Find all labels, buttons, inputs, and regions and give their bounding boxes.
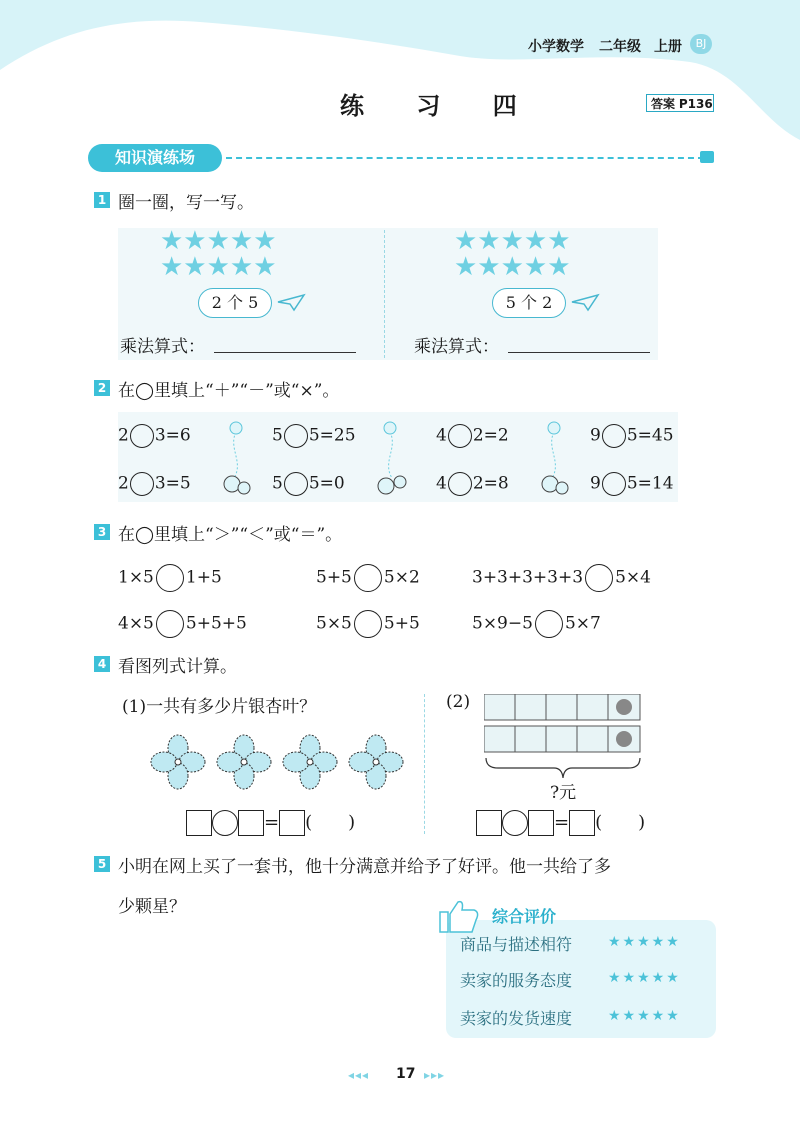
right-expression: 5×7 xyxy=(564,613,601,634)
left-operand: 9 xyxy=(590,425,601,446)
answer-box[interactable] xyxy=(528,810,554,836)
left-expression: 5×5 xyxy=(316,613,352,634)
q2-equation xyxy=(436,424,509,448)
rating-label: 商品与描述相符 xyxy=(460,935,573,954)
operator-circle[interactable] xyxy=(602,424,626,448)
question-number-5: 5 xyxy=(94,856,110,872)
operator-circle[interactable] xyxy=(284,424,308,448)
right-expression: 2=2 xyxy=(472,425,509,446)
q2-equation xyxy=(272,472,345,496)
left-expression: 3+3+3+3+3 xyxy=(472,567,584,588)
answer-box[interactable] xyxy=(186,810,212,836)
question-5-text-line2: 少颗星？ xyxy=(118,897,186,917)
right-expression: 5+5+5 xyxy=(185,613,247,634)
operator-circle[interactable] xyxy=(502,810,528,836)
left-operand: 4 xyxy=(436,473,447,494)
question-number-3: 3 xyxy=(94,524,110,540)
right-expression: 3=5 xyxy=(154,473,191,494)
operator-circle[interactable] xyxy=(284,472,308,496)
comparison-circle[interactable] xyxy=(156,564,184,592)
q3-comparison xyxy=(316,564,420,592)
answer-box[interactable] xyxy=(569,810,595,836)
answer-reference xyxy=(646,94,714,112)
left-expression: 4×5 xyxy=(118,613,154,634)
left-expression: 1×5 xyxy=(118,567,154,588)
q1-left-answer-line[interactable] xyxy=(214,352,356,353)
comparison-circle[interactable] xyxy=(354,564,382,592)
left-operand: 4 xyxy=(436,425,447,446)
rating-label: 卖家的发货速度 xyxy=(460,1009,573,1028)
answer-page: P136 xyxy=(678,97,713,111)
equals-sign: = xyxy=(264,812,280,833)
answer-box[interactable] xyxy=(238,810,264,836)
q1-right-label: 5 个 2 xyxy=(492,288,566,318)
header-volume: 上册 xyxy=(654,39,682,55)
rating-label: 卖家的服务态度 xyxy=(460,971,573,990)
question-5-text-line1: 小明在网上买了一套书，他十分满意并给予了好评。他一共给了多 xyxy=(118,857,611,877)
q1-right-answer-line[interactable] xyxy=(508,352,650,353)
question-number-4: 4 xyxy=(94,656,110,672)
q4-part1-question: (1)一共有多少片银杏叶？ xyxy=(122,697,317,717)
flower-decoration-icon xyxy=(372,418,412,500)
q2-equation xyxy=(118,472,191,496)
question-4-text: 看图列式计算。 xyxy=(118,657,237,677)
q2-equation xyxy=(590,472,674,496)
header-grade: 二年级 xyxy=(599,39,641,55)
rating-stars[interactable]: ★★★★★ xyxy=(608,1008,681,1024)
edition-badge: BJ xyxy=(690,34,712,54)
money-total-label: ?元 xyxy=(550,783,577,803)
banknotes-illustration xyxy=(484,694,644,754)
flower-decoration-icon xyxy=(214,418,254,500)
paper-plane-icon xyxy=(570,292,600,312)
question-2-text: 在◯里填上“＋”“－”或“×”。 xyxy=(118,381,340,401)
right-expression: 2=8 xyxy=(472,473,509,494)
answer-label: 答案 xyxy=(651,97,676,111)
equals-sign: = xyxy=(554,812,570,833)
operator-circle[interactable] xyxy=(130,472,154,496)
q2-equation xyxy=(272,424,356,448)
footer-arrows-right: ▸▸▸ xyxy=(424,1068,446,1082)
comparison-circle[interactable] xyxy=(354,610,382,638)
right-expression: 5+5 xyxy=(383,613,420,634)
left-expression: 5×9−5 xyxy=(472,613,533,634)
section-heading: 知识演练场 xyxy=(88,144,222,172)
q3-comparison xyxy=(316,610,420,638)
rating-stars[interactable]: ★★★★★ xyxy=(608,970,681,986)
operator-circle[interactable] xyxy=(448,424,472,448)
q4-part2-label: (2) xyxy=(446,692,471,712)
right-expression: 5=14 xyxy=(626,473,674,494)
left-operand: 5 xyxy=(272,425,283,446)
q1-divider xyxy=(384,230,385,358)
rating-stars[interactable]: ★★★★★ xyxy=(608,934,681,950)
answer-box[interactable] xyxy=(476,810,502,836)
comparison-circle[interactable] xyxy=(535,610,563,638)
pencil-icon xyxy=(700,151,714,163)
right-expression: 1+5 xyxy=(185,567,222,588)
q3-comparison xyxy=(472,610,601,638)
left-expression: 5+5 xyxy=(316,567,352,588)
q1-right-formula-label: 乘法算式： xyxy=(414,337,499,357)
answer-box[interactable] xyxy=(279,810,305,836)
operator-circle[interactable] xyxy=(448,472,472,496)
q4-divider xyxy=(424,694,425,834)
flower-decoration-icon xyxy=(534,418,574,500)
header-subject: 小学数学 xyxy=(528,39,584,55)
q3-comparison xyxy=(118,564,222,592)
page-title: 练 习 四 xyxy=(340,91,539,120)
right-expression: 5=25 xyxy=(308,425,356,446)
q2-equation xyxy=(590,424,674,448)
operator-circle[interactable] xyxy=(212,810,238,836)
section-divider xyxy=(226,157,704,159)
comparison-circle[interactable] xyxy=(585,564,613,592)
unit-parentheses[interactable]: ( ) xyxy=(305,812,356,833)
q1-left-formula-label: 乘法算式： xyxy=(120,337,205,357)
right-expression: 5×4 xyxy=(615,567,651,588)
q4-part2-equation xyxy=(476,808,645,836)
unit-parentheses[interactable]: ( ) xyxy=(595,812,646,833)
ginkgo-leaves-illustration xyxy=(146,730,416,794)
q3-comparison xyxy=(472,564,651,592)
operator-circle[interactable] xyxy=(602,472,626,496)
comparison-circle[interactable] xyxy=(156,610,184,638)
question-number-2: 2 xyxy=(94,380,110,396)
question-1-text: 圈一圈，写一写。 xyxy=(118,193,254,213)
brace-icon xyxy=(484,756,642,780)
rating-title: 综合评价 xyxy=(492,907,557,926)
footer-arrows-left: ◂◂◂ xyxy=(348,1068,370,1082)
q2-equation xyxy=(436,472,509,496)
q3-comparison xyxy=(118,610,247,638)
q1-left-stars: ★★★★★ ★★★★★ xyxy=(160,226,277,282)
right-expression: 5×2 xyxy=(383,567,420,588)
operator-circle[interactable] xyxy=(130,424,154,448)
q4-part1-equation xyxy=(186,808,355,836)
q2-equation xyxy=(118,424,191,448)
right-expression: 5=0 xyxy=(308,473,345,494)
left-operand: 9 xyxy=(590,473,601,494)
page-number: 17 xyxy=(396,1066,416,1082)
left-operand: 5 xyxy=(272,473,283,494)
right-expression: 5=45 xyxy=(626,425,674,446)
left-operand: 2 xyxy=(118,425,129,446)
question-number-1: 1 xyxy=(94,192,110,208)
right-expression: 3=6 xyxy=(154,425,191,446)
paper-plane-icon xyxy=(276,292,306,312)
question-3-text: 在◯里填上“＞”“＜”或“＝”。 xyxy=(118,525,343,545)
q1-right-stars: ★★★★★ ★★★★★ xyxy=(454,226,571,282)
q1-left-label: 2 个 5 xyxy=(198,288,272,318)
left-operand: 2 xyxy=(118,473,129,494)
